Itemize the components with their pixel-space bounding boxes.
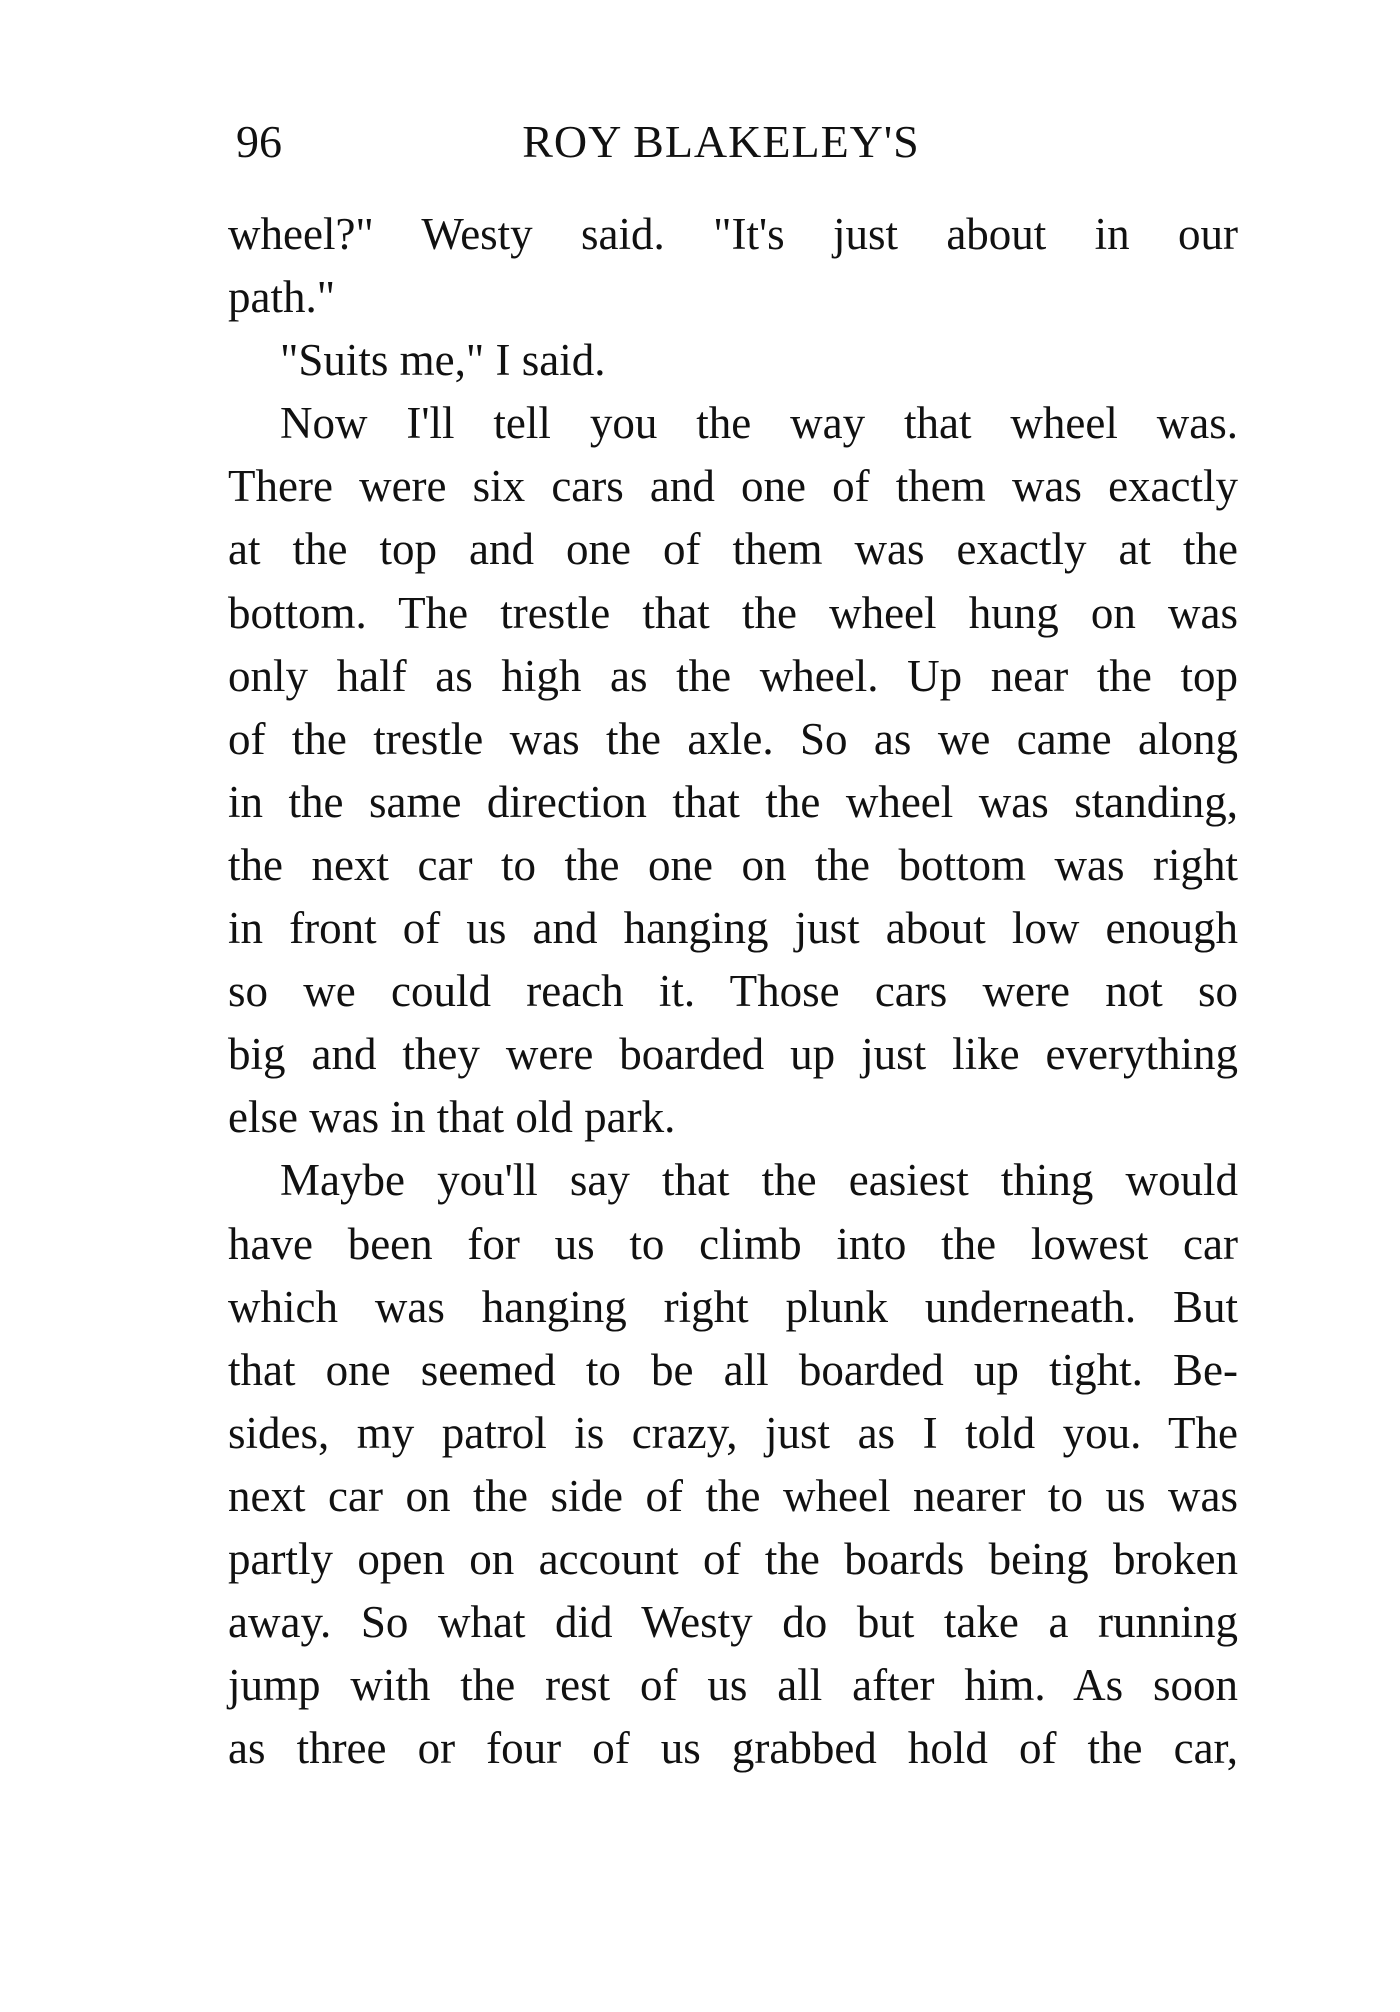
page-header	[236, 112, 1246, 172]
text-line: There were six cars and one of them was exactly	[228, 461, 1238, 512]
text-line: at the top and one of them was exactly at the	[228, 524, 1238, 575]
running-title: ROY BLAKELEY'S	[522, 116, 920, 167]
text-line: as three or four of us grabbed hold of the car,	[228, 1723, 1238, 1774]
text-line: big and they were boarded up just like everything	[228, 1029, 1238, 1080]
text-line: path."	[228, 272, 336, 323]
page-number: 96	[236, 116, 282, 167]
text-line: partly open on account of the boards being broken	[228, 1533, 1238, 1584]
text-line: "Suits me," I said.	[280, 335, 606, 386]
text-line: of the trestle was the axle. So as we came along	[228, 713, 1238, 764]
text-line: bottom. The trestle that the wheel hung on was	[228, 587, 1238, 638]
text-line: which was hanging right plunk underneath. But	[228, 1281, 1238, 1332]
text-line: in the same direction that the wheel was standing,	[228, 776, 1238, 827]
text-line: have been for us to climb into the lowest car	[228, 1218, 1238, 1269]
text-line: Now I'll tell you the way that wheel was.	[280, 398, 1238, 449]
text-line: next car on the side of the wheel nearer to us was	[228, 1470, 1238, 1521]
text-line: Maybe you'll say that the easiest thing would	[280, 1155, 1238, 1206]
text-line: sides, my patrol is crazy, just as I told you. The	[228, 1407, 1238, 1458]
text-line: away. So what did Westy do but take a running	[228, 1597, 1238, 1648]
text-line: in front of us and hanging just about low enough	[228, 903, 1238, 954]
text-line: jump with the rest of us all after him. As soon	[228, 1660, 1238, 1711]
text-line: the next car to the one on the bottom was right	[228, 839, 1238, 890]
body-text	[228, 203, 1238, 1780]
text-line: so we could reach it. Those cars were not so	[228, 966, 1238, 1017]
text-line: else was in that old park.	[228, 1092, 676, 1143]
text-line: that one seemed to be all boarded up tight. Be-	[228, 1344, 1238, 1395]
text-line: wheel?" Westy said. "It's just about in our	[228, 209, 1238, 259]
text-line: only half as high as the wheel. Up near the top	[228, 650, 1238, 701]
